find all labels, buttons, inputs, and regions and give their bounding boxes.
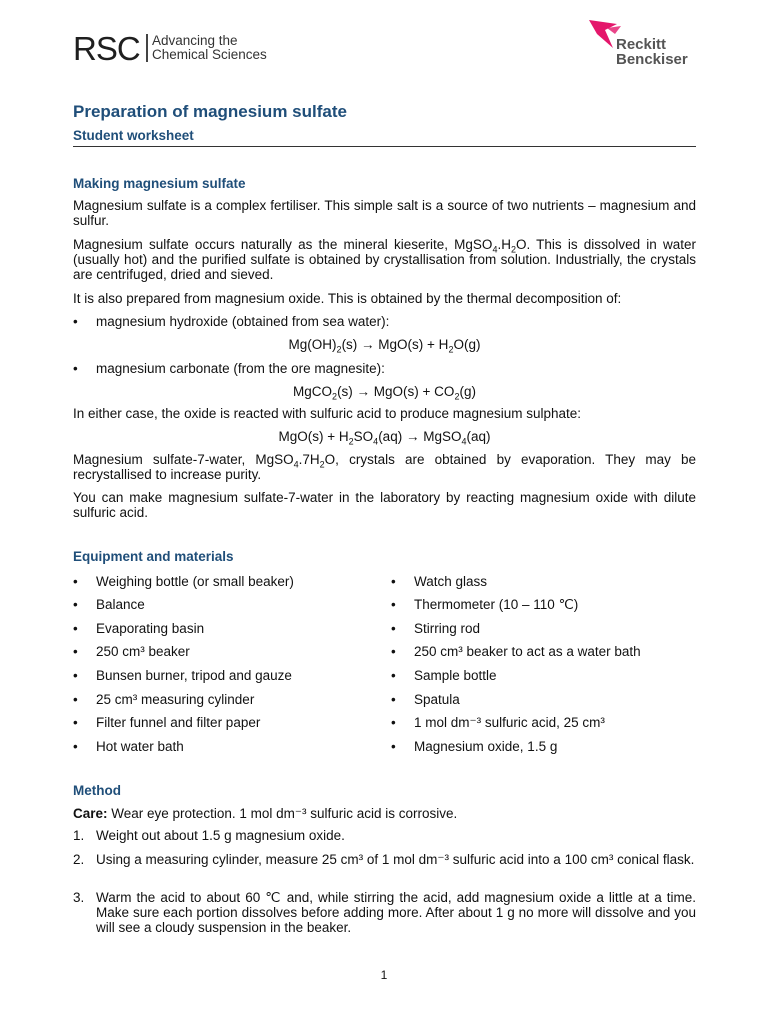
step-number: 1.	[73, 828, 85, 843]
section-heading-method: Method	[73, 783, 121, 798]
paragraph-intro: Magnesium sulfate is a complex fertiliser. This simple salt is a source of two nutrients – magnesium and sulfur.	[73, 198, 696, 228]
bullet-dot: •	[73, 314, 78, 329]
section-heading-making: Making magnesium sulfate	[73, 176, 246, 191]
step-text: Using a measuring cylinder, measure 25 cm³ of 1 mol dm⁻³ sulfuric acid into a 100 cm³ conical flask.	[96, 852, 695, 867]
page-subtitle: Student worksheet	[73, 128, 194, 143]
title-divider	[73, 146, 696, 147]
equation-2: MgCO$_2$(s) → $MgO(s) + CO_2(g)$	[293, 384, 476, 402]
rsc-logo-divider	[146, 34, 148, 62]
reckitt-benckiser-wordmark	[616, 37, 688, 67]
page-number: 1	[380, 968, 388, 982]
paragraph-either-case: In either case, the oxide is reacted with sulfuric acid to produce magnesium sulphate:	[73, 406, 582, 421]
bullet-dot: •	[73, 361, 78, 376]
rb-name-line-2: Benckiser	[616, 51, 688, 68]
bullet-hydroxide: magnesium hydroxide (obtained from sea water):	[96, 314, 390, 329]
care-warning: Care: Wear eye protection. 1 mol dm⁻³ sulfuric acid is corrosive.	[73, 806, 458, 821]
paragraph-heptahydrate: Magnesium sulfate-7-water, $MgSO_4.7H_2O$, crystals are obtained by evaporation. They may be recrystallised to increase purity.	[73, 452, 696, 482]
rsc-logo: RSC	[73, 30, 140, 67]
paragraph-thermal: It is also prepared from magnesium oxide. This is obtained by the thermal decomposition of:	[73, 291, 622, 306]
bullet-carbonate: magnesium carbonate (from the ore magnesite):	[96, 361, 385, 376]
paragraph-laboratory: You can make magnesium sulfate-7-water in the laboratory by reacting magnesium oxide with dilute sulfuric acid.	[73, 490, 696, 520]
rsc-tagline-line-1: Advancing the	[152, 33, 238, 48]
paragraph-kieserite: Magnesium sulfate occurs naturally as the mineral kieserite, $MgSO_4.H_2O$. This is dissolved in water (usually hot) and the purified sulfate is obtained by crystallisation from solution. Industrially, the crystals are centrifuged, dried and sieved.	[73, 237, 696, 282]
rsc-tagline	[152, 34, 267, 62]
equation-1: $Mg(OH)_2(s) \to MgO(s) + H_2O(g)$	[288, 337, 481, 355]
step-text: Warm the acid to about 60 ℃ and, while stirring the acid, add magnesium oxide a little at a time. Make sure each portion dissolves before adding more. After about 1 g no more will dissolve and you will see a cloudy suspension in the beaker.	[96, 890, 696, 935]
rsc-tagline-line-2: Chemical Sciences	[152, 47, 267, 62]
page-title: Preparation of magnesium sulfate	[73, 102, 347, 121]
rb-name-line-1: Reckitt	[616, 36, 667, 53]
step-number: 2.	[73, 852, 85, 867]
step-number: 3.	[73, 890, 85, 905]
equation-3: $MgO(s) + H_2SO_4(aq)$ → MgSO$_4$(aq)	[278, 429, 491, 447]
section-heading-equipment: Equipment and materials	[73, 549, 234, 564]
step-text: Weight out about 1.5 g magnesium oxide.	[96, 828, 345, 843]
